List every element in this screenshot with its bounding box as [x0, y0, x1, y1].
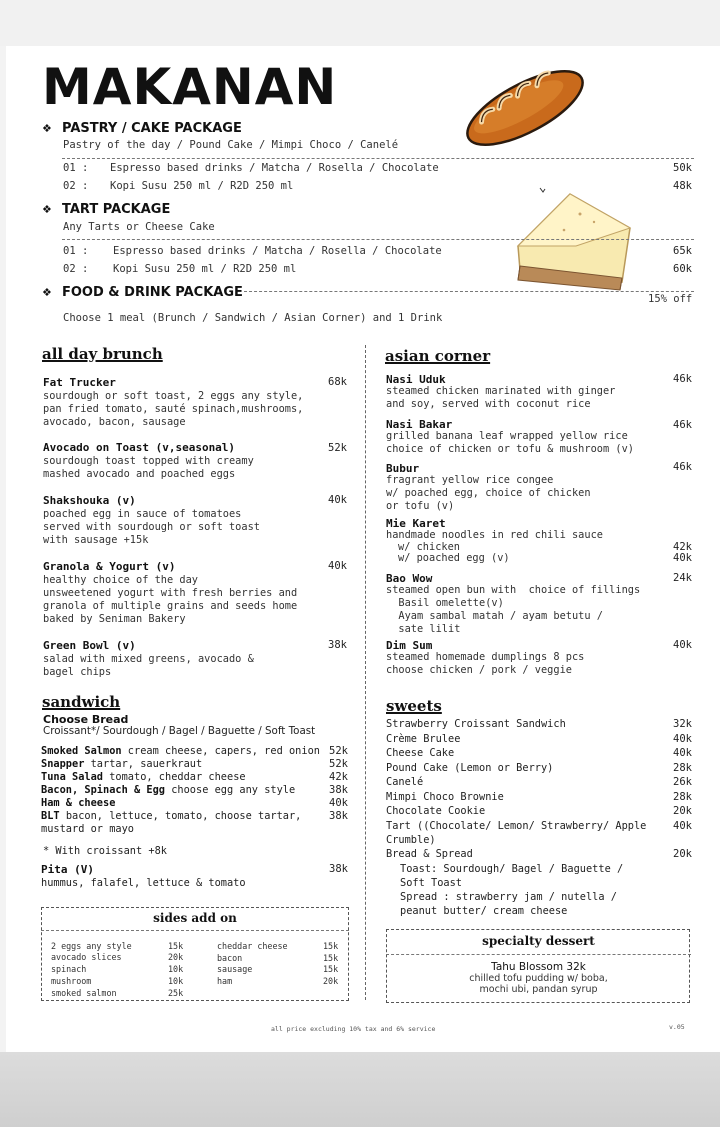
sandwich-item: [41, 758, 202, 770]
sweet-item-name: Mimpi Choco Brownie: [386, 791, 504, 803]
sandwich-item-name: Bacon, Spinach & Egg: [41, 784, 165, 796]
side-item-price: 15k: [168, 941, 184, 951]
divider: [386, 954, 691, 955]
sides-heading: sides add on: [153, 911, 237, 925]
divider: [41, 930, 349, 931]
baguette-illustration: [458, 60, 592, 156]
specialty-heading: specialty dessert: [482, 934, 595, 948]
tart-package-title: TART PACKAGE: [62, 202, 171, 217]
sweet-item-name: Strawberry Croissant Sandwich: [386, 718, 566, 730]
sweet-item-price: 20k: [673, 805, 692, 817]
sandwich-item-price: 42k: [329, 771, 348, 783]
brunch-item-name: Green Bowl (v): [43, 639, 136, 652]
side-item-name: mushroom: [51, 976, 92, 986]
tart-option-2-num: 02 :: [63, 263, 89, 275]
asian-item-price: 46k: [673, 461, 692, 473]
sandwich-item-name: BLT: [41, 810, 60, 822]
pita-desc: hummus, falafel, lettuce & tomato: [41, 877, 246, 889]
menu-title: MAKANAN: [42, 58, 338, 116]
footer-note: all price excluding 10% tax and 6% service: [271, 1025, 436, 1033]
pastry-option-2-text: Kopi Susu 250 ml / R2D 250 ml: [110, 180, 294, 192]
pastry-option-1-text: Espresso based drinks / Matcha / Rosella / Chocolate: [110, 162, 439, 174]
divider: [62, 158, 694, 159]
sweet-item-price: 28k: [673, 791, 692, 803]
pastry-package-heading: [42, 121, 242, 136]
tart-option-1-price: 65k: [673, 245, 692, 257]
sandwich-item-desc: cream cheese, capers, red onion: [127, 745, 320, 757]
tart-option-1-num: 01 :: [63, 245, 89, 257]
sandwich-item: [41, 784, 295, 796]
sweets-heading: sweets: [386, 697, 442, 715]
side-item-name: cheddar cheese: [217, 941, 288, 951]
column-divider: [365, 345, 366, 1000]
sweet-item-name: Pound Cake (Lemon or Berry): [386, 762, 554, 774]
side-item-price: 25k: [168, 988, 184, 998]
asian-item-name: Dim Sum: [386, 639, 433, 652]
specialty-desc: mochi ubi, pandan syrup: [479, 984, 598, 995]
side-item-name: smoked salmon: [51, 988, 117, 998]
sweet-item-price: 40k: [673, 747, 692, 759]
bread-spread-line: Toast: Sourdough/ Bagel / Baguette /: [400, 863, 624, 875]
pastry-option-2-price: 48k: [673, 180, 692, 192]
sandwich-item-price: 38k: [329, 784, 348, 796]
side-item-name: ham: [217, 976, 233, 986]
asian-item-name: Nasi Bakar: [386, 418, 453, 431]
brunch-item-name: Shakshouka (v): [43, 494, 136, 507]
brunch-item-desc: sourdough or soft toast, 2 eggs any style, pan fried tomato, sauté spinach,mushrooms, avocado, bacon, sausage: [43, 390, 304, 428]
side-item-price: 20k: [323, 976, 339, 986]
asian-item-price: 24k: [673, 572, 692, 584]
sweet-item-name: Tart ((Chocolate/ Lemon/ Strawberry/ Apple: [386, 820, 647, 832]
package-icon: ❖: [42, 286, 52, 299]
sandwich-item-price: 52k: [329, 745, 348, 757]
sweet-item-name: Cheese Cake: [386, 747, 455, 759]
food-package-discount: 15% off: [648, 293, 693, 305]
brunch-item-price: 68k: [328, 376, 347, 388]
specialty-name: Tahu Blossom 32k: [491, 961, 586, 973]
sandwich-item: [41, 745, 320, 757]
asian-item-name: Mie Karet: [386, 517, 446, 530]
pastry-package-title: PASTRY / CAKE PACKAGE: [62, 121, 242, 136]
asian-item-desc: handmade noodles in red chili sauce: [386, 529, 603, 541]
sandwich-item-desc: tomato, cheddar cheese: [109, 771, 246, 783]
specialty-desc: chilled tofu pudding w/ boba,: [469, 973, 608, 984]
asian-item-price: 46k: [673, 419, 692, 431]
sweet-item-name: Crumble): [386, 834, 436, 846]
mie-option: w/ chicken: [398, 541, 460, 553]
brunch-heading: all day brunch: [42, 345, 163, 363]
sweet-item-name: Canelé: [386, 776, 424, 788]
sweet-item-name: Chocolate Cookie: [386, 805, 486, 817]
tart-option-2-text: Kopi Susu 250 ml / R2D 250 ml: [113, 263, 297, 275]
brunch-item-price: 40k: [328, 494, 347, 506]
side-item-price: 20k: [168, 952, 184, 962]
brunch-item-name: Avocado on Toast (v,seasonal): [43, 441, 236, 454]
side-item-price: 15k: [323, 964, 339, 974]
tart-option-2-price: 60k: [673, 263, 692, 275]
brunch-item-price: 52k: [328, 442, 347, 454]
brunch-item-name: Granola & Yogurt (v): [43, 560, 176, 573]
brunch-item-price: 40k: [328, 560, 347, 572]
blt-continued: mustard or mayo: [41, 823, 134, 835]
pita-name: Pita (V): [41, 863, 94, 876]
asian-item-name: Bao Wow: [386, 572, 433, 585]
tart-package-desc: Any Tarts or Cheese Cake: [63, 221, 215, 233]
mie-option-price: 42k: [673, 541, 692, 553]
sweet-item-price: 32k: [673, 718, 692, 730]
package-icon: ❖: [42, 122, 52, 135]
asian-item-desc: steamed homemade dumplings 8 pcs choose chicken / pork / veggie: [386, 651, 585, 676]
asian-item-name: Nasi Uduk: [386, 373, 446, 386]
brunch-item-desc: salad with mixed greens, avocado & bagel chips: [43, 653, 254, 678]
pastry-option-1-price: 50k: [673, 162, 692, 174]
side-item-name: spinach: [51, 964, 87, 974]
asian-item-desc: fragrant yellow rice congee w/ poached egg, choice of chicken or tofu (v): [386, 474, 591, 512]
brunch-item-price: 38k: [328, 639, 347, 651]
brunch-item-desc: sourdough toast topped with creamy mashed avocado and poached eggs: [43, 455, 254, 480]
asian-item-desc: steamed chicken marinated with ginger and soy, served with coconut rice: [386, 385, 616, 410]
sandwich-item-name: Ham & cheese: [41, 797, 116, 809]
sweet-item-price: 40k: [673, 733, 692, 745]
asian-item-price: 46k: [673, 373, 692, 385]
sandwich-item-name: Tuna Salad: [41, 771, 103, 783]
side-item-name: bacon: [217, 953, 243, 963]
sweet-item-name: Crème Brulee: [386, 733, 461, 745]
asian-item-desc: steamed open bun with choice of fillings Basil omelette(v) Ayam sambal matah / ayam betutu / sate lilit: [386, 584, 641, 635]
food-package-title: FOOD & DRINK PACKAGE: [62, 285, 243, 300]
divider: [62, 239, 694, 240]
mie-option: w/ poached egg (v): [398, 552, 510, 564]
top-background: [0, 0, 720, 46]
bread-options: Croissant*/ Sourdough / Bagel / Baguette / Soft Toast: [43, 725, 316, 737]
side-item-price: 10k: [168, 964, 184, 974]
choose-bread-label: Choose Bread: [43, 713, 129, 726]
bread-spread-line: Spread : strawberry jam / nutella /: [400, 891, 617, 903]
sandwich-item-price: 38k: [329, 810, 348, 822]
side-item-price: 10k: [168, 976, 184, 986]
brunch-item-desc: poached egg in sauce of tomatoes served with sourdough or soft toast with sausage +15k: [43, 508, 260, 546]
sandwich-item: [41, 797, 115, 809]
side-item-price: 15k: [323, 953, 339, 963]
sandwich-item-name: Smoked Salmon: [41, 745, 122, 757]
sandwich-item-price: 40k: [329, 797, 348, 809]
side-item-name: avocado slices: [51, 952, 122, 962]
pastry-option-2-num: 02 :: [63, 180, 89, 192]
asian-item-name: Bubur: [386, 462, 420, 475]
asian-heading: asian corner: [385, 347, 491, 365]
mie-option-price: 40k: [673, 552, 692, 564]
tart-package-heading: [42, 202, 170, 217]
croissant-note: * With croissant +8k: [43, 845, 167, 857]
sandwich-item: [41, 810, 301, 822]
sandwich-item: [41, 771, 246, 783]
asian-item-price: 40k: [673, 639, 692, 651]
bread-spread-line: Soft Toast: [400, 877, 462, 889]
sandwich-item-price: 52k: [329, 758, 348, 770]
tart-option-1-text: Espresso based drinks / Matcha / Rosella / Chocolate: [113, 245, 442, 257]
sweet-item-price: 20k: [673, 848, 692, 860]
side-item-price: 15k: [323, 941, 339, 951]
version-label: v.05: [669, 1023, 685, 1031]
sandwich-item-desc: choose egg any style: [171, 784, 296, 796]
pastry-option-1-num: 01 :: [63, 162, 89, 174]
sandwich-item-name: Snapper: [41, 758, 85, 770]
food-package-desc: Choose 1 meal (Brunch / Sandwich / Asian Corner) and 1 Drink: [63, 312, 443, 324]
sweet-item-price: 40k: [673, 820, 692, 832]
brunch-item-name: Fat Trucker: [43, 376, 116, 389]
asian-item-desc: grilled banana leaf wrapped yellow rice choice of chicken or tofu & mushroom (v): [386, 430, 634, 455]
brunch-item-desc: healthy choice of the day unsweetened yogurt with fresh berries and granola of multiple grains and seeds home baked by Seniman Bakery: [43, 574, 298, 625]
sweet-item-price: 26k: [673, 776, 692, 788]
side-item-name: 2 eggs any style: [51, 941, 132, 951]
sandwich-heading: sandwich: [42, 693, 121, 711]
sandwich-item-desc: bacon, lettuce, tomato, choose tartar,: [65, 810, 302, 822]
cheesecake-illustration: [510, 186, 634, 298]
pastry-package-desc: Pastry of the day / Pound Cake / Mimpi Choco / Canelé: [63, 139, 399, 151]
food-package-heading: [42, 285, 243, 300]
pita-price: 38k: [329, 863, 348, 875]
sweet-item-price: 28k: [673, 762, 692, 774]
sandwich-item-desc: tartar, sauerkraut: [90, 758, 203, 770]
divider: [244, 291, 694, 292]
sweet-item-name: Bread & Spread: [386, 848, 473, 860]
bread-spread-line: peanut butter/ cream cheese: [400, 905, 568, 917]
side-item-name: sausage: [217, 964, 253, 974]
package-icon: ❖: [42, 203, 52, 216]
bottom-background: [0, 1052, 720, 1127]
